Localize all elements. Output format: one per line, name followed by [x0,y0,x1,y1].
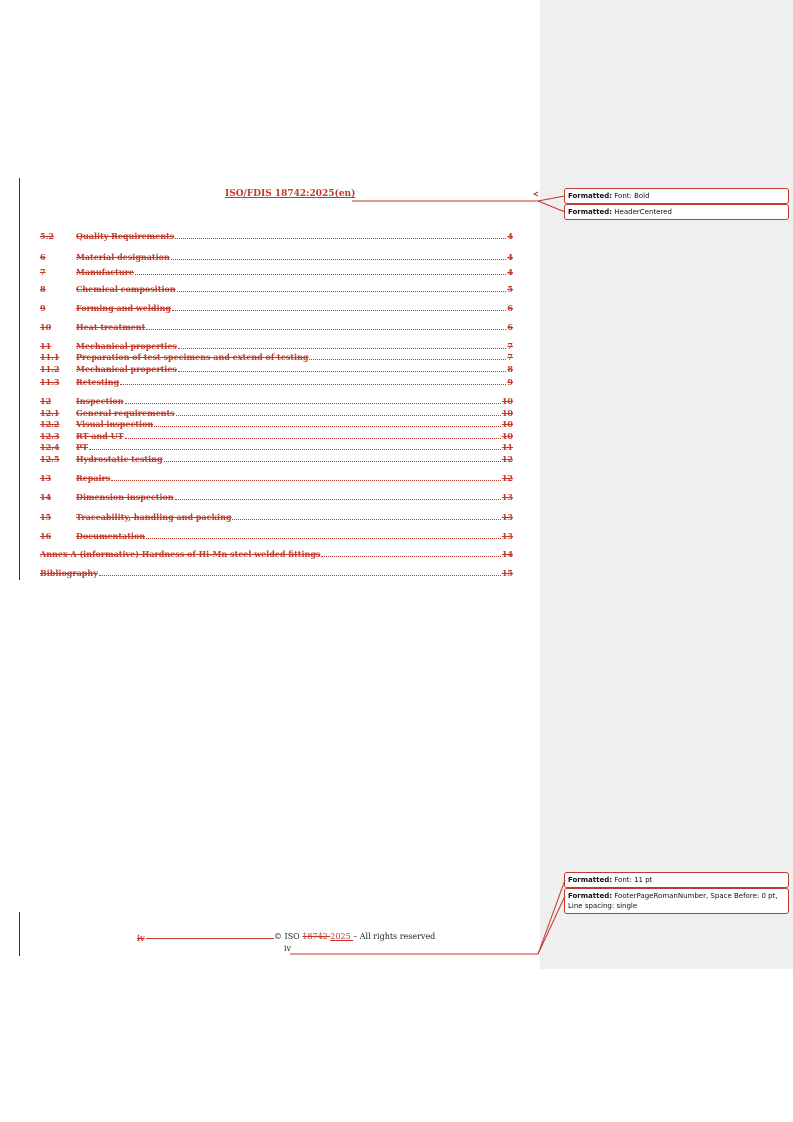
toc-number: 10 [40,322,52,332]
toc-number: 12.1 [40,408,60,418]
toc-title: Repairs [76,473,111,483]
toc-page-number: 6 [507,303,513,313]
toc-page-number: 13 [501,492,513,502]
toc-number: 16 [40,531,52,541]
toc-page-number: 10 [501,431,513,441]
toc-number: 11 [40,341,52,351]
toc-title: Annex A (informative) Hardness of Hi-Mn steel welded fittings [40,549,321,559]
toc-page-number: 10 [501,408,513,418]
toc-title: Quality Requirements [76,231,175,241]
comment-text: Font: Bold [614,192,650,200]
toc-title: PT [76,442,88,452]
connector-line [290,880,565,954]
toc-number: 12.2 [40,419,60,429]
toc-page-number: 5 [507,284,513,294]
toc-title: Visual inspection [76,419,154,429]
toc-title: Chemical composition [76,284,176,294]
toc-page-number: 6 [507,322,513,332]
toc-title: Retesting [76,377,120,387]
toc-title: Mechanical properties [76,341,177,351]
toc-page-number: 7 [507,352,513,362]
toc-page-number: 13 [501,512,513,522]
connector-line [538,896,565,954]
toc-title: Forming and welding [76,303,171,313]
comment-label: Formatted: [568,876,613,884]
toc-page-number: 4 [507,267,513,277]
toc-number: 9 [40,303,46,313]
footer-left-page: iv [137,933,145,943]
toc-title: Bibliography [40,568,98,578]
toc-number: 12.4 [40,442,60,452]
toc-number: 12.3 [40,431,60,441]
toc-number: 6 [40,252,46,262]
toc-number: 14 [40,492,52,502]
toc-title: Dimension inspection [76,492,174,502]
toc-number: 11.2 [40,364,60,374]
toc-title: Preparation of test specimens and extend of testing [76,352,309,362]
toc-page-number: 11 [501,442,513,452]
toc-title: Documentation [76,531,146,541]
connector-line [534,192,538,196]
toc-page-number: 14 [501,549,513,559]
inserted-year: 2025 [330,932,354,941]
comment-text: Font: 11 pt [614,876,653,884]
comment-label: Formatted: [568,892,613,900]
toc-number: 5.2 [40,231,54,241]
toc-title: Heat treatment [76,322,146,332]
toc-page-number: 10 [501,419,513,429]
toc-title: Inspection [76,396,124,406]
toc-page-number: 15 [501,568,513,578]
copyright-prefix: © ISO [274,932,303,941]
toc-title: RT and UT [76,431,124,441]
deleted-year: 18742 [302,932,331,941]
toc-title: Mechanical properties [76,364,177,374]
toc-page-number: 4 [507,252,513,262]
toc-number: 12.5 [40,454,60,464]
footer-page-number: iv [284,944,292,953]
toc-number: 11.3 [40,377,60,387]
toc-page-number: 12 [501,454,513,464]
toc-page-number: 7 [507,341,513,351]
toc-page-number: 12 [501,473,513,483]
connector-line [352,196,565,201]
toc-number: 13 [40,473,52,483]
toc-title: Material designation [76,252,170,262]
toc-number: 7 [40,267,46,277]
toc-title: Traceability, handling and packing [76,512,232,522]
toc-number: 12 [40,396,52,406]
toc-page-number: 10 [501,396,513,406]
comment-label: Formatted: [568,192,613,200]
toc-number: 8 [40,284,46,294]
copyright-suffix: – All rights reserved [353,932,436,941]
comment-label: Formatted: [568,208,613,216]
connector-line [538,201,565,212]
toc-number: 15 [40,512,52,522]
toc-title: General requirements [76,408,175,418]
toc-number: 11.1 [40,352,60,362]
comment-text: HeaderCentered [614,208,672,216]
toc-page-number: 4 [507,231,513,241]
toc-title: Manufacture [76,267,134,277]
toc-title: Hydrostatic testing [76,454,163,464]
comment-text: FooterPageRomanNumber, Space Before: 0 pt, Line spacing: single [568,892,778,910]
toc-page-number: 9 [507,377,513,387]
header-title: ISO/FDIS 18742:2025(en) [225,189,356,199]
toc-page-number: 8 [507,364,513,374]
toc-page-number: 13 [501,531,513,541]
